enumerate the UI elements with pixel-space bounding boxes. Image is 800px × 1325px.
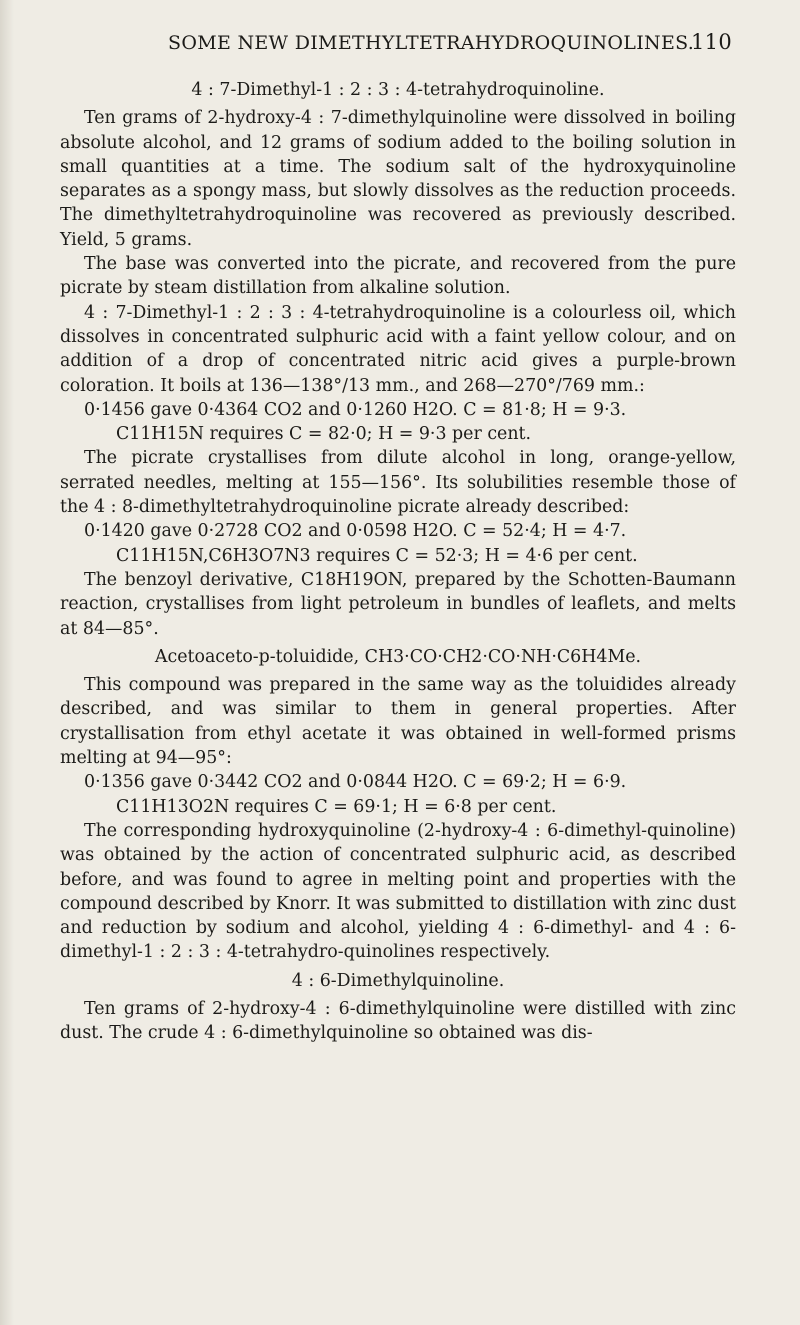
analysis-required: C11H15N requires C = 82·0; H = 9·3 per cent. [116,424,532,445]
paragraph: The picrate crystallises from dilute alcohol in long, orange-yellow, serrated needles, melting at 155—156°. Its solubilities resemble those of the 4 : 8-dimethyltetrahydroquinoline picrate already described: [60,448,736,518]
analysis-block [60,519,736,568]
section-heading: 4 : 7-Dimethyl-1 : 2 : 3 : 4-tetrahydroquinoline. [191,80,605,100]
running-title: SOME NEW DIMETHYLTETRAHYDROQUINOLINES. [168,32,695,54]
paragraph: Ten grams of 2-hydroxy-4 : 6-dimethylquinoline were distilled with zinc dust. The crude 4 : 6-dimethylquinoline so obtained was dis- [60,998,736,1044]
analysis-required: C11H13O2N requires C = 69·1; H = 6·8 per cent. [116,796,557,817]
analysis-block [60,770,736,819]
paragraph: Ten grams of 2-hydroxy-4 : 7-dimethylquinoline were dissolved in boiling absolute alcohol, and 12 grams of sodium added to the boiling solution in small quantities at a time. The sodium salt of the hydroxyquinoline separates as a spongy mass, but slowly dissolves as the reduction proceeds. The dimethyltetrahydroquinoline was recovered as previously described. Yield, 5 grams. [60,108,736,250]
paragraph: The base was converted into the picrate, and recovered from the pure picrate by steam distillation from alkaline solution. [60,254,736,299]
analysis-block [60,398,736,447]
paragraph: This compound was prepared in the same way as the toluidides already described, and was similar to them in general properties. After crystallisation from ethyl acetate it was obtained in well-formed prisms melting at 94—95°: [60,675,736,769]
analysis-found: 0·1456 gave 0·4364 CO2 and 0·1260 H2O. C = 81·8; H = 9·3. [84,399,627,420]
page-number: 110 [691,30,732,54]
section-heading: Acetoaceto-p-toluidide, CH3·CO·CH2·CO·NH·C6H4Me. [154,646,642,667]
analysis-found: 0·1356 gave 0·3442 CO2 and 0·0844 H2O. C = 69·2; H = 6·9. [84,772,627,793]
binding-shadow [0,0,14,1325]
section-heading: 4 : 6-Dimethylquinoline. [291,970,505,991]
paragraph: The corresponding hydroxyquinoline (2-hydroxy-4 : 6-dimethyl-quinoline) was obtained by the action of concentrated sulphuric acid, as described before, and was found to agree in melting point and properties with the compound described by Knorr. It was submitted to distillation with zinc dust and reduction by sodium and alcohol, yielding 4 : 6-dimethyl- and 4 : 6-dimethyl-1 : 2 : 3 : 4-tetrahydro-quinolines respectively. [60,820,736,963]
paragraph: The benzoyl derivative, C18H19ON, prepared by the Schotten-Baumann reaction, crystallises from light petroleum in bundles of leaflets, and melts at 84—85°. [60,569,736,639]
body-text [60,74,736,1046]
analysis-found: 0·1420 gave 0·2728 CO2 and 0·0598 H2O. C = 52·4; H = 4·7. [84,521,627,542]
analysis-required: C11H15N,C6H3O7N3 requires C = 52·3; H = 4·6 per cent. [116,545,638,566]
running-header [168,32,732,54]
paragraph: 4 : 7-Dimethyl-1 : 2 : 3 : 4-tetrahydroquinoline is a colourless oil, which dissolves in concentrated sulphuric acid with a faint yellow colour, and on addition of a drop of concentrated nitric acid gives a purple-brown coloration. It boils at 136—138°/13 mm., and 268—270°/769 mm.: [60,302,736,396]
